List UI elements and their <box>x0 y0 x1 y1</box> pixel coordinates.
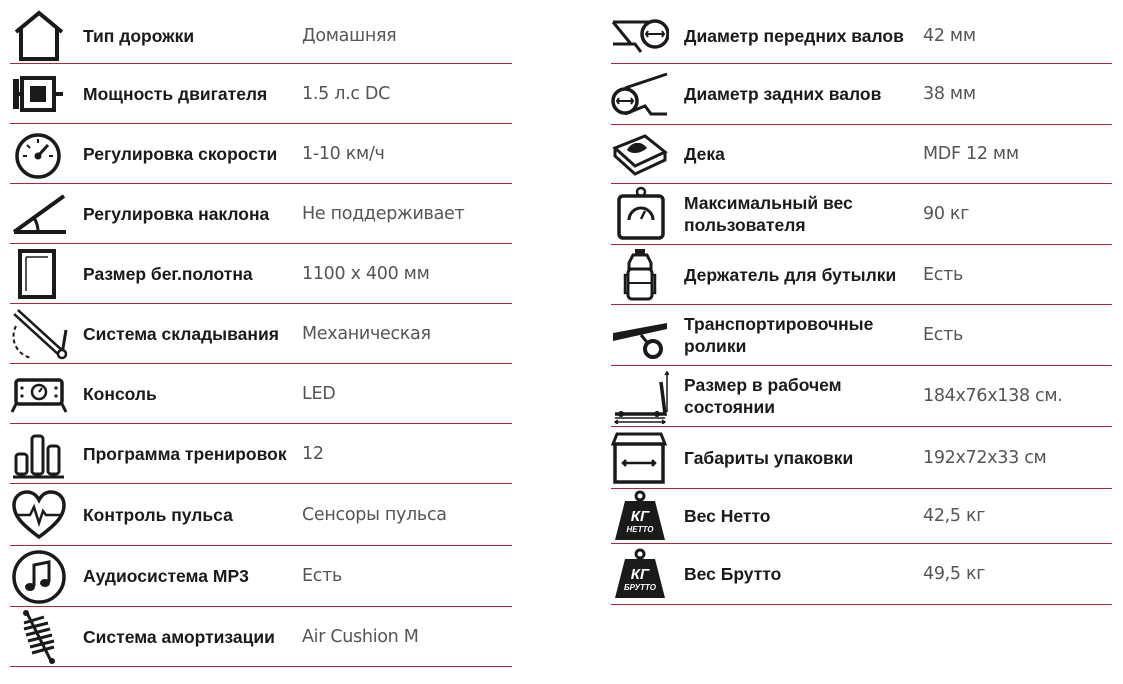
spec-row <box>10 424 512 484</box>
spec-value: 49,5 кг <box>923 564 986 584</box>
spec-value: Механическая <box>302 323 431 344</box>
net-weight-icon <box>611 486 673 546</box>
front-roller-icon <box>611 6 673 66</box>
spec-row <box>611 125 1112 184</box>
spec-value: Air Cushion M <box>302 626 419 647</box>
spec-label: Система амортизации <box>83 626 275 647</box>
scale-icon <box>611 184 673 244</box>
spec-value: 192x72x33 см <box>923 447 1047 468</box>
spec-label: Программа тренировок <box>83 443 287 464</box>
spec-value: 184x76x138 см. <box>923 386 1063 406</box>
spec-row <box>611 8 1112 64</box>
spec-value: Не поддерживает <box>302 203 465 224</box>
spec-label: Размер бег.полотна <box>83 263 253 284</box>
weight-badge: КГ <box>630 508 650 525</box>
spec-row <box>10 244 512 304</box>
motor-icon <box>10 64 72 124</box>
music-note-icon <box>10 546 72 606</box>
spec-row <box>10 364 512 424</box>
spec-label: Дека <box>684 144 725 164</box>
spec-row <box>10 8 512 64</box>
speedometer-icon <box>10 124 72 184</box>
spec-row <box>611 64 1112 125</box>
spec-value: Есть <box>302 566 342 586</box>
weight-badge-sub: НЕТТО <box>626 525 654 534</box>
spec-value: 1.5 л.с DC <box>302 83 391 104</box>
spec-row <box>10 64 512 124</box>
spec-label: Транспортировочные ролики <box>684 314 874 356</box>
spec-value: 42 мм <box>923 25 976 46</box>
rear-roller-icon <box>611 64 673 124</box>
spec-row <box>10 484 512 546</box>
spec-label: Диаметр передних валов <box>684 25 904 46</box>
spec-value: 90 кг <box>923 204 970 224</box>
spring-icon <box>10 607 72 667</box>
spec-value: Есть <box>923 325 963 345</box>
spec-value: MDF 12 мм <box>923 144 1019 164</box>
belt-size-icon <box>10 244 72 304</box>
spec-row <box>611 427 1112 489</box>
spec-value: 42,5 кг <box>923 506 986 526</box>
spec-row <box>611 305 1112 366</box>
spec-row <box>10 304 512 364</box>
spec-row <box>10 607 512 667</box>
spec-row <box>611 366 1112 427</box>
spec-label: Максимальный вес пользователя <box>684 193 853 235</box>
spec-label: Система складывания <box>83 323 279 344</box>
box-icon <box>611 428 673 488</box>
spec-label: Регулировка скорости <box>83 143 278 164</box>
heart-pulse-icon <box>10 485 72 545</box>
spec-label: Регулировка наклона <box>83 203 270 224</box>
spec-row <box>10 124 512 184</box>
deck-icon <box>611 124 673 184</box>
console-icon <box>10 364 72 424</box>
spec-label: Контроль пульса <box>83 504 233 525</box>
incline-icon <box>10 184 72 244</box>
spec-label: Держатель для бутылки <box>684 264 897 285</box>
spec-label: Тип дорожки <box>83 25 195 46</box>
spec-value: LED <box>302 383 336 404</box>
spec-row <box>611 245 1112 305</box>
spec-row <box>611 489 1112 544</box>
spec-value: Сенсоры пульса <box>302 504 447 525</box>
spec-label: Диаметр задних валов <box>684 84 882 104</box>
spec-label: Вес Нетто <box>684 506 771 526</box>
spec-label: Размер в рабочем состоянии <box>684 375 842 417</box>
spec-value: 1100 x 400 мм <box>302 263 430 284</box>
bar-chart-icon <box>10 424 72 484</box>
spec-value: Есть <box>923 264 963 285</box>
spec-label: Консоль <box>83 383 157 404</box>
spec-value: 38 мм <box>923 84 976 104</box>
spec-row <box>10 546 512 607</box>
spec-row <box>611 544 1112 605</box>
spec-value: 1-10 км/ч <box>302 143 385 164</box>
spec-row <box>10 184 512 244</box>
house-icon <box>10 6 72 66</box>
weight-badge-sub: БРУТТО <box>623 583 657 592</box>
dimensions-icon <box>611 366 673 426</box>
spec-label: Мощность двигателя <box>83 83 268 104</box>
spec-row <box>611 184 1112 245</box>
spec-label: Вес Брутто <box>684 564 782 584</box>
weight-badge: КГ <box>630 566 650 583</box>
spec-value: Домашняя <box>302 25 397 46</box>
bottle-icon <box>611 245 673 305</box>
spec-label: Габариты упаковки <box>684 447 854 468</box>
folding-icon <box>10 304 72 364</box>
wheel-icon <box>611 305 673 365</box>
spec-label: Аудиосистема MP3 <box>83 566 249 586</box>
spec-value: 12 <box>302 443 324 464</box>
gross-weight-icon <box>611 544 673 604</box>
